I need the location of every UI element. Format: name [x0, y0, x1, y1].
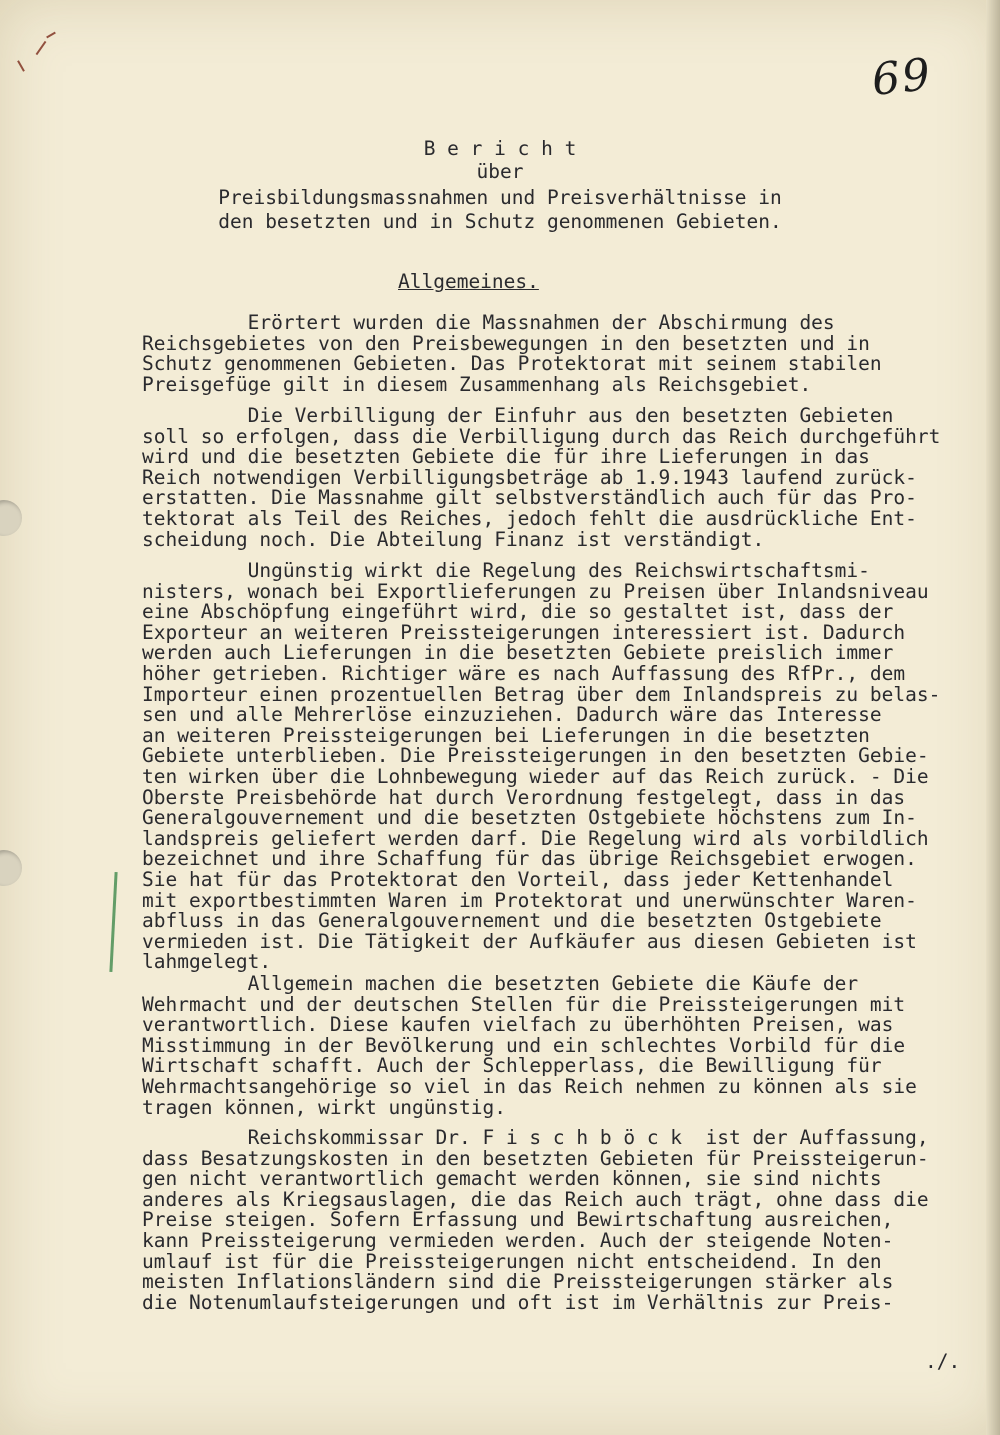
continuation-mark: ./. — [925, 1350, 961, 1373]
report-subject-line2: den besetzten und in Schutz genommenen Gebieten. — [218, 210, 782, 233]
folio-number: 69 — [869, 49, 935, 106]
margin-marking — [109, 872, 117, 972]
margin-tick — [17, 60, 25, 71]
paragraph: Allgemein machen die besetzten Gebiete die Käufe der Wehrmacht und der deutschen Stellen für die Preissteigerungen mit verantwortlich. Diese kaufen vielfach zu überhöhten Preisen, was Misstimmung in der Bevölkerung und ein schlechtes Vorbild für die Wirtschaft schafft. Auch der Schlepperlass, die Bewilligung für Wehrmachtsangehörige so viel in das Reich nehmen zu können als sie tragen können, wirkt ungünstig. — [142, 972, 917, 1119]
margin-tick — [36, 41, 47, 55]
paragraph: Reichskommissar Dr. F i s c h b ö c k ist der Auffassung, dass Besatzungskosten in den besetzten Gebieten für Preissteigerun- gen nicht verantwortlich gemacht werden können, sie sind nichts anderes als Kriegsauslagen, die das Reich auch trägt, ohne dass die Preise steigen. Sofern Erfassung und Bewirtschaftung ausreichen, kann Preissteigerung vermieden werden. Auch der steigende Noten- umlauf ist für die Preissteigerungen nicht entscheidend. In den meisten Inflationsländern sind die Preissteigerungen stärker als die Notenumlaufsteigerungen und oft ist im Verhältnis zur Preis- — [142, 1126, 929, 1314]
punch-hole — [0, 850, 22, 886]
report-subject-line1: Preisbildungsmassnahmen und Preisverhältnisse in — [218, 186, 782, 209]
report-title: B e r i c h t — [423, 137, 577, 160]
margin-tick — [46, 32, 56, 39]
section-heading: Allgemeines. — [398, 270, 539, 293]
paragraph: Ungünstig wirkt die Regelung des Reichswirtschaftsmi- nisters, wonach bei Exportlieferungen zu Preisen über Inlandsniveau eine Abschöpfung eingeführt wird, die so gestaltet ist, dass der Exporteur an weiteren Preissteigerungen interessiert ist. Dadurch werden auch Lieferungen in die besetzten Gebiete preislich immer höher getrieben. Richtiger wäre es nach Auffassung des RfPr., dem Importeur einen prozentuellen Betrag über dem Inlandspreis zu belas- sen und alle Mehrerlöse einzuziehen. Dadurch wäre das Interesse an weiteren Preissteigerungen bei Lieferungen in die besetzten Gebiete unterblieben. Die Preissteigerungen in den besetzten Gebie- ten wirken über die Lohnbewegung wieder auf das Reich zurück. - Die Oberste Preisbehörde hat durch Verordnung festgelegt, dass in das Generalgouvernement und die besetzten Ostgebiete höchstens zum In- landspreis geliefert werden darf. Die Regelung wird als vorbildlich bezeichnet und ihre Schaffung für das übrige Reichsgebiet erwogen. Sie hat für das Protektorat den Vorteil, dass jeder Kettenhandel mit exportbestimmten Waren im Protektorat und unerwünschter Waren- abfluss in das Generalgouvernement und die besetzten Ostgebiete vermieden ist. Die Tätigkeit der Aufkäufer aus diesen Gebieten ist lahmgelegt. — [142, 559, 941, 974]
punch-hole — [0, 500, 22, 536]
paragraph: Die Verbilligung der Einfuhr aus den besetzten Gebieten soll so erfolgen, dass die Verbilligung durch das Reich durchgeführt wird und die besetzten Gebiete die für ihre Lieferungen in das Reich notwendigen Verbilligungsbeträge ab 1.9.1943 laufend zurück- erstatten. Die Massnahme gilt selbstverständlich auch für das Pro- tektorat als Teil des Reiches, jedoch fehlt die ausdrückliche Ent- scheidung noch. Die Abteilung Finanz ist verständigt. — [142, 404, 941, 551]
report-subtitle: über — [476, 160, 524, 183]
paragraph: Erörtert wurden die Massnahmen der Abschirmung des Reichsgebietes von den Preisbewegungen in den besetzten und in Schutz genommenen Gebieten. Das Protektorat mit seinem stabilen Preisgefüge gilt in diesem Zusammenhang als Reichsgebiet. — [142, 311, 882, 396]
